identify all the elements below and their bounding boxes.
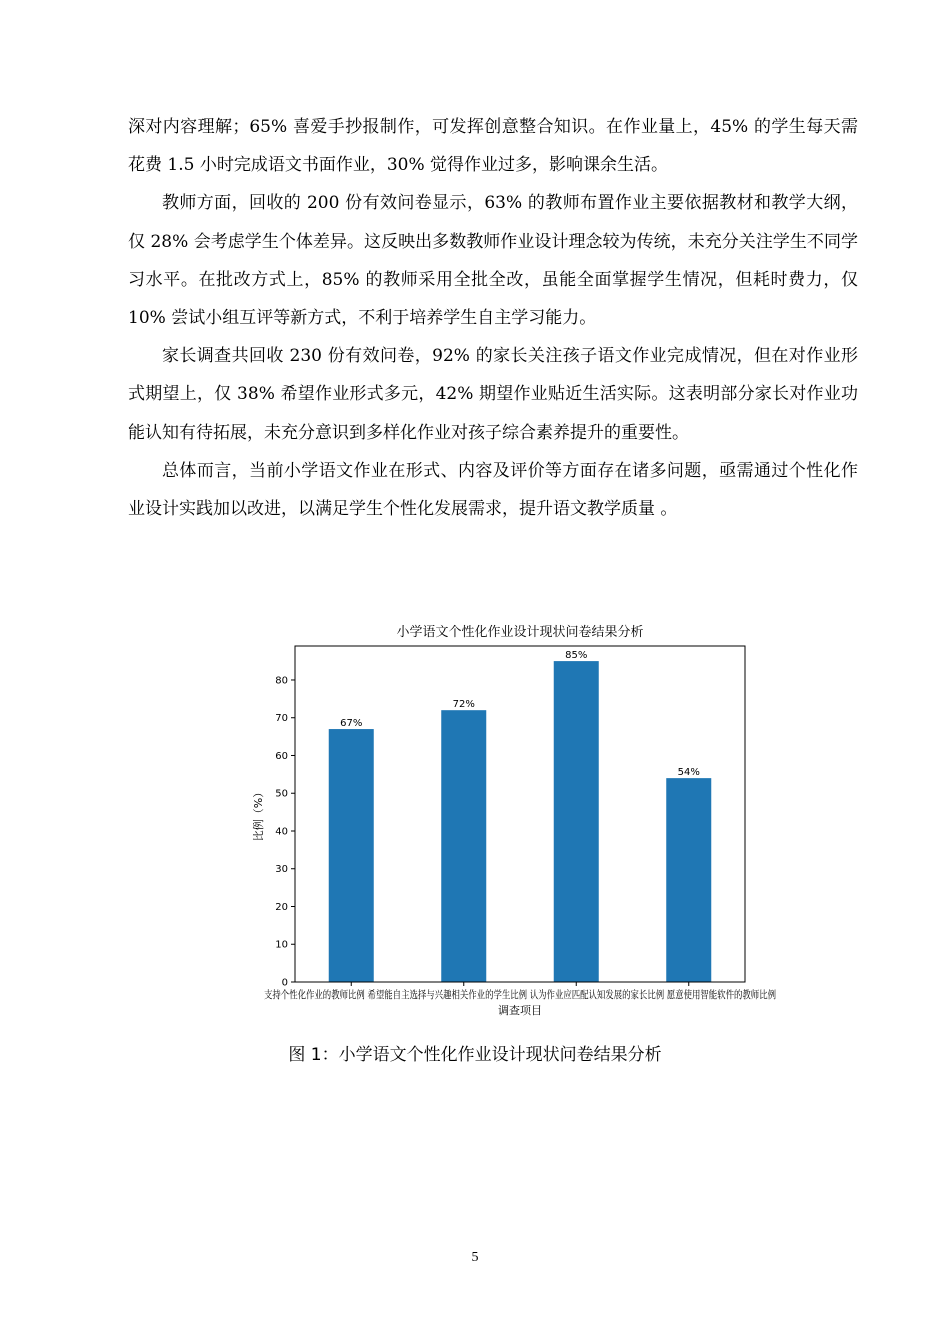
paragraph-2: 教师方面，回收的 200 份有效问卷显示，63% 的教师布置作业主要依据教材和教学大纲，仅 28% 会考虑学生个体差异。这反映出多数教师作业设计理念较为传统，未充分关注学生不同学习水平。在批改方式上，85% 的教师采用全批全改，虽能全面掌握学生情况，但耗时费力，仅 10% 尝试小组互评等新方式，不利于培养学生自主学习能力。 (128, 193, 858, 329)
bar-2 (441, 710, 486, 982)
data-label-1: 67% (340, 718, 363, 730)
y-tick-label: 80 (275, 675, 288, 687)
data-label-3: 85% (565, 650, 588, 662)
data-label-2: 72% (452, 699, 475, 711)
y-tick-label: 70 (275, 713, 288, 725)
bar-4 (666, 778, 711, 982)
y-tick-label: 50 (275, 788, 288, 800)
page-number: 5 (471, 1250, 479, 1265)
x-tick-labels: 支持个性化作业的教师比例 希望能自主选择与兴趣相关作业的学生比例 认为作业应匹配认知发展的家长比例 愿意使用智能软件的教师比例 (264, 989, 905, 1001)
y-axis-label: 比例（%） (252, 786, 265, 842)
y-tick-label: 30 (275, 864, 288, 876)
paragraph-4: 总体而言，当前小学语文作业在形式、内容及评价等方面存在诸多问题，亟需通过个性化作业设计实践加以改进，以满足学生个性化发展需求，提升语文教学质量 。 (128, 460, 858, 520)
y-tick-label: 10 (275, 939, 288, 951)
paragraph-3: 家长调查共回收 230 份有效问卷，92% 的家长关注孩子语文作业完成情况，但在对作业形式期望上，仅 38% 希望作业形式多元，42% 期望作业贴近生活实际。这表明部分家长对作业功能认知有待拓展，未充分意识到多样化作业对孩子综合素养提升的重要性。 (128, 346, 858, 443)
figure-caption: 图 1：小学语文个性化作业设计现状问卷结果分析 (288, 1045, 662, 1065)
paragraph-1: 深对内容理解；65% 喜爱手抄报制作，可发挥创意整合知识。在作业量上，45% 的学生每天需花费 1.5 小时完成语文书面作业，30% 觉得作业过多，影响课余生活。 (128, 117, 858, 176)
bar-3 (554, 661, 599, 982)
data-label-4: 54% (677, 767, 700, 779)
y-tick-label: 60 (275, 750, 288, 762)
y-tick-label: 40 (275, 826, 288, 838)
bar-1 (329, 729, 374, 982)
y-tick-label: 0 (281, 977, 288, 989)
y-tick-label: 20 (275, 901, 288, 913)
bar-chart-figure (240, 612, 905, 1032)
body-text (128, 108, 858, 528)
bar-chart (240, 612, 905, 1032)
chart-title: 小学语文个性化作业设计现状问卷结果分析 (396, 625, 644, 640)
x-axis-label: 调查项目 (498, 1004, 542, 1017)
